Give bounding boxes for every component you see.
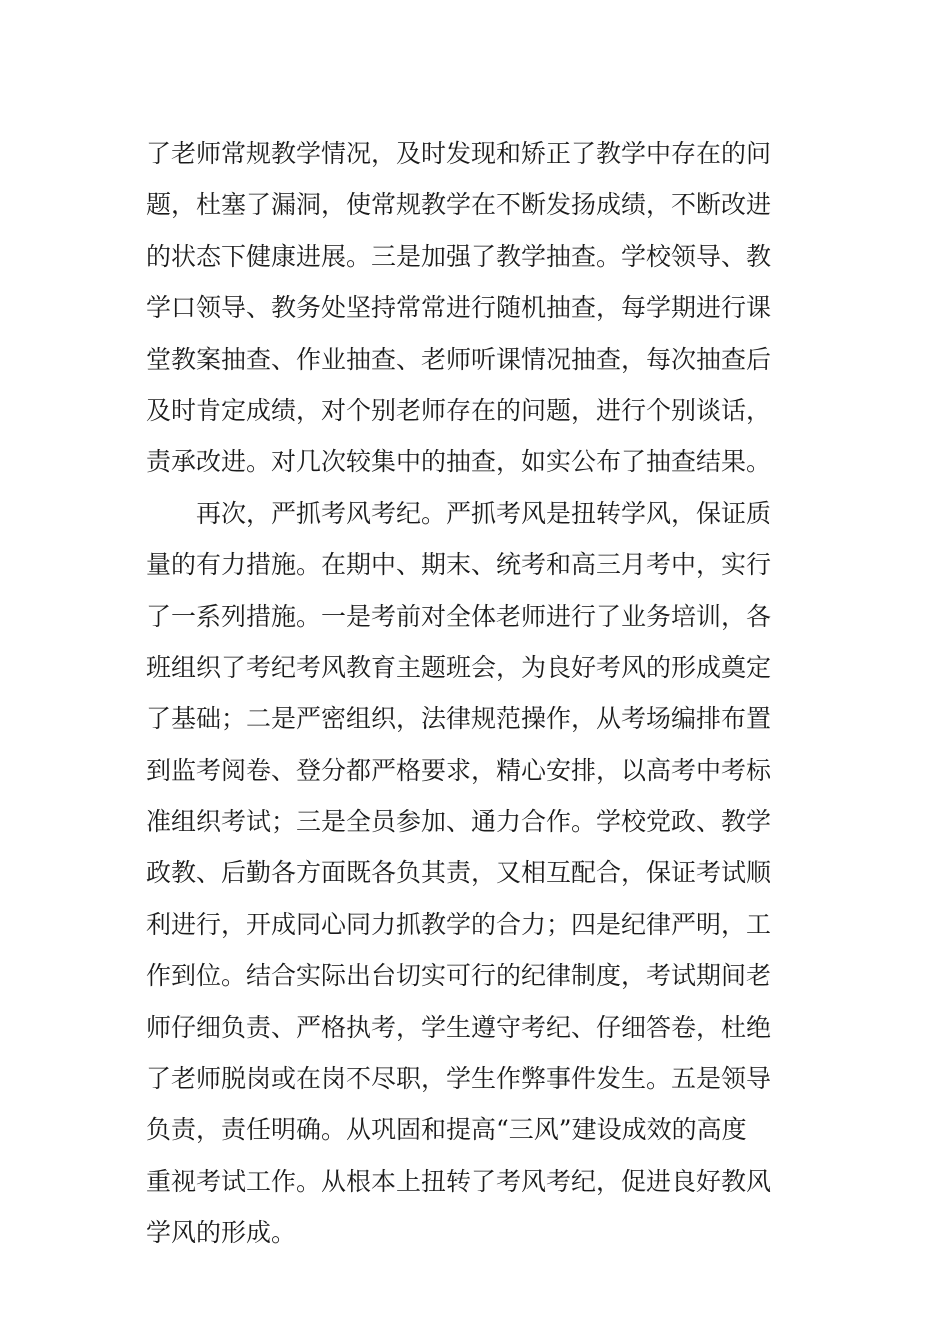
- text-line: 政教、后勤各方面既各负其责，又相互配合，保证考试顺: [146, 858, 772, 888]
- text-line: 了老师脱岗或在岗不尽职，学生作弊事件发生。五是领导: [146, 1064, 772, 1094]
- text-line: 责承改进。对几次较集中的抽查，如实公布了抽查结果。: [146, 447, 772, 477]
- text-line: 及时肯定成绩，对个别老师存在的问题，进行个别谈话，: [146, 395, 772, 425]
- text-line: 重视考试工作。从根本上扭转了考风考纪，促进良好教风: [146, 1166, 772, 1196]
- text-line: 作到位。结合实际出台切实可行的纪律制度，考试期间老: [146, 961, 772, 991]
- text-line: 题，杜塞了漏洞，使常规教学在不断发扬成绩，不断改进: [146, 190, 772, 220]
- text-line: 学风的形成。: [146, 1218, 297, 1248]
- paragraph-2: [146, 488, 808, 1259]
- text-line: 准组织考试；三是全员参加、通力合作。学校党政、教学: [146, 807, 772, 837]
- text-line: 了一系列措施。一是考前对全体老师进行了业务培训，各: [146, 601, 772, 631]
- text-line: 师仔细负责、严格执考，学生遵守考纪、仔细答卷，杜绝: [146, 1012, 772, 1042]
- text-line: 的状态下健康进展。三是加强了教学抽查。学校领导、教: [146, 241, 772, 271]
- text-line: 利进行，开成同心同力抓教学的合力；四是纪律严明，工: [146, 909, 772, 939]
- text-line: 再次，严抓考风考纪。严抓考风是扭转学风，保证质: [196, 498, 772, 528]
- document-body: [146, 128, 808, 1259]
- text-line: 负责，责任明确。从巩固和提高“三风”建设成效的高度: [146, 1115, 747, 1145]
- text-line: 堂教案抽查、作业抽查、老师听课情况抽查，每次抽查后: [146, 344, 772, 374]
- text-line: 了老师常规教学情况，及时发现和矫正了教学中存在的问: [146, 139, 772, 168]
- text-line: 学口领导、教务处坚持常常进行随机抽查，每学期进行课: [146, 293, 772, 323]
- text-line: 到监考阅卷、登分都严格要求，精心安排，以高考中考标: [146, 755, 772, 785]
- text-line: 班组织了考纪考风教育主题班会，为良好考风的形成奠定: [146, 652, 772, 682]
- text-line: 量的有力措施。在期中、期末、统考和高三月考中，实行: [146, 550, 772, 580]
- text-line: 了基础；二是严密组织，法律规范操作，从考场编排布置: [146, 704, 772, 734]
- paragraph-1: [146, 128, 808, 488]
